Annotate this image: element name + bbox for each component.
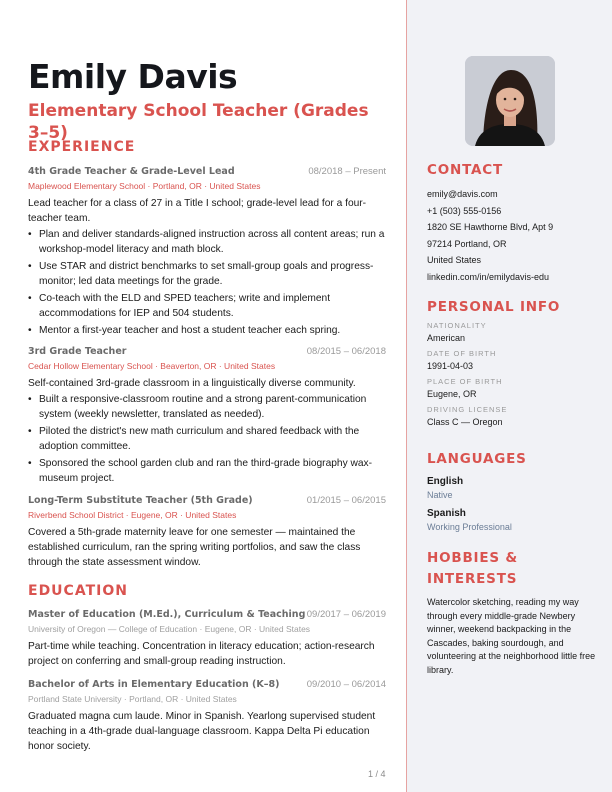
contact-section: [427, 160, 597, 285]
education-item: [28, 608, 386, 669]
personal-info-heading: PERSONAL INFO: [427, 299, 561, 315]
job-bullet: • Use STAR and district benchmarks to set small-group goals and progress-monitor; led data meetings for the grade.: [28, 259, 386, 289]
job-bullet: • Piloted the district's new math curriculum and shared feedback with the adoption committee.: [28, 424, 386, 454]
info-label: NATIONALITY: [427, 321, 487, 330]
degree-summary: Part-time while teaching. Concentration in literacy education; action-research project on conferring and small-group reading instruction.: [28, 641, 375, 667]
job-summary: Lead teacher for a class of 27 in a Title I school; grade-level lead for a four-teacher team.: [28, 198, 367, 224]
job-organization: Riverbend School District · Eugene, OR · United States: [28, 510, 237, 520]
job-organization: Cedar Hollow Elementary School · Beaverton, OR · United States: [28, 361, 276, 371]
degree-dates: 09/2017 – 06/2019: [306, 609, 386, 620]
education-heading: EDUCATION: [28, 583, 128, 599]
info-value: Class C — Oregon: [427, 417, 503, 427]
hobbies-section: [427, 548, 597, 677]
job-dates: 01/2015 – 06/2015: [306, 495, 386, 506]
page-number: 1 / 4: [368, 769, 386, 779]
candidate-name: Emily Davis: [28, 57, 238, 96]
job-summary: Self-contained 3rd-grade classroom in a linguistically diverse community.: [28, 378, 356, 389]
portrait-illustration: [465, 56, 555, 146]
job-title: 3rd Grade Teacher: [28, 346, 127, 357]
job-bullet: • Sponsored the school garden club and ran the third-grade biography wax-museum project.: [28, 456, 386, 486]
school-name: University of Oregon — College of Education · Eugene, OR · United States: [28, 624, 311, 634]
experience-item: [28, 165, 386, 340]
profile-photo: [465, 56, 555, 146]
degree-title: Bachelor of Arts in Elementary Education (K–8): [28, 679, 280, 690]
info-value: 1991-04-03: [427, 361, 474, 371]
language-level: Working Professional: [427, 522, 512, 532]
job-bullet: • Co-teach with the ELD and SPED teachers; write and implement accommodations for IEP and 504 students.: [28, 291, 386, 321]
job-bullets: [28, 392, 386, 486]
info-value: American: [427, 333, 466, 343]
job-bullet: • Built a responsive-classroom routine and a strong parent-communication system (weekly newsletter, translated as needed).: [28, 392, 386, 422]
job-dates: 08/2018 – Present: [308, 166, 386, 177]
language-name: Spanish: [427, 508, 466, 519]
job-bullet: • Plan and deliver standards-aligned instruction across all content areas; run a workshop-model literacy and math block.: [28, 227, 386, 257]
contact-street: 1820 SE Hawthorne Blvd, Apt 9: [427, 222, 554, 232]
info-value: Eugene, OR: [427, 389, 477, 399]
job-bullets: [28, 227, 386, 338]
hobbies-heading: HOBBIES & INTERESTS: [427, 550, 518, 587]
candidate-role: Elementary School Teacher (Grades 3–5): [28, 101, 369, 143]
header: [28, 58, 388, 144]
job-organization: Maplewood Elementary School · Portland, OR · United States: [28, 181, 261, 191]
language-level: Native: [427, 490, 453, 500]
experience-item: [28, 345, 386, 488]
info-label: DATE OF BIRTH: [427, 349, 497, 358]
job-title: 4th Grade Teacher & Grade-Level Lead: [28, 166, 235, 177]
job-dates: 08/2015 – 06/2018: [306, 346, 386, 357]
info-label: PLACE OF BIRTH: [427, 377, 503, 386]
experience-heading: EXPERIENCE: [28, 139, 136, 155]
contact-linkedin[interactable]: linkedin.com/in/emilydavis-edu: [427, 271, 550, 282]
language-name: English: [427, 476, 464, 487]
languages-section: [427, 449, 597, 534]
degree-title: Master of Education (M.Ed.), Curriculum & Teaching: [28, 609, 306, 620]
languages-heading: LANGUAGES: [427, 451, 527, 467]
education-item: [28, 678, 386, 754]
personal-info-section: [427, 297, 597, 429]
degree-summary: Graduated magna cum laude. Minor in Spanish. Yearlong supervised student teaching in a 4th-grade dual-language classroom. Kappa Delta Pi education honor society.: [28, 711, 376, 752]
contact-heading: CONTACT: [427, 162, 504, 178]
experience-item: [28, 494, 386, 570]
degree-dates: 09/2010 – 06/2014: [306, 679, 386, 690]
contact-phone[interactable]: +1 (503) 555-0156: [427, 205, 502, 216]
contact-email[interactable]: emily@davis.com: [427, 189, 498, 199]
job-bullet: • Mentor a first-year teacher and host a student teacher each spring.: [28, 323, 386, 338]
contact-city: 97214 Portland, OR: [427, 238, 507, 249]
school-name: Portland State University · Portland, OR · United States: [28, 694, 237, 704]
info-label: DRIVING LICENSE: [427, 405, 508, 414]
hobbies-text: Watercolor sketching, reading my way through every middle-grade Newbery winner, weekend backpacking in the Cascades, baking sourdough, and volunteering at the neighborhood little free library.: [427, 597, 596, 675]
contact-country: United States: [427, 255, 482, 265]
job-title: Long-Term Substitute Teacher (5th Grade): [28, 495, 253, 506]
job-summary: Covered a 5th-grade maternity leave for one semester — maintained the established curriculum, ran the spring writing portfolios, and saw the class through the state assessment window.: [28, 527, 361, 568]
